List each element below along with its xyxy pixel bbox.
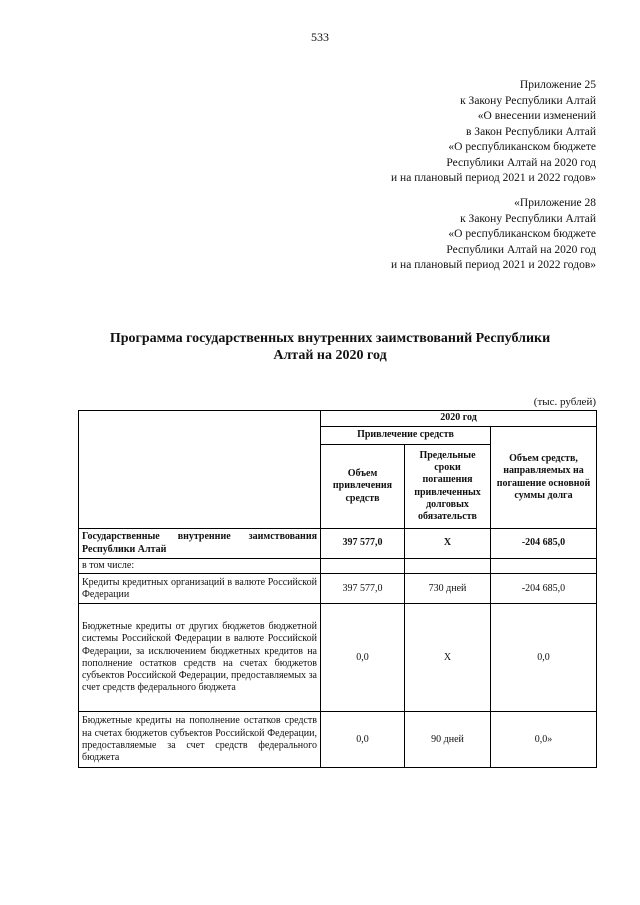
row-including-label: в том числе:	[79, 559, 321, 574]
header-empty-cell	[79, 411, 321, 529]
row-budget-credits-repay: 0,0	[491, 604, 597, 712]
row-bank-credits-volume: 397 577,0	[321, 574, 405, 604]
row-budget-credits-label: Бюджетные кредиты от других бюджетов бюджетной системы Российской Федерации в валюте Российской Федерации, за исключением бюджетных кредитов на пополнение остатков средств на счетах бюджетов субъектов Российской Федерации, предоставляемых за счет средств федерального бюджета	[79, 604, 321, 712]
row-total-repay: -204 685,0	[491, 529, 597, 559]
row-including-repay	[491, 559, 597, 574]
row-total-label: Государственные внутренние заимствования Республики Алтай	[79, 529, 321, 559]
units-note: (тыс. рублей)	[533, 396, 596, 408]
annex-new-line: «О республиканском бюджете	[448, 228, 596, 240]
year-header: 2020 год	[321, 411, 597, 427]
row-total-terms: X	[405, 529, 491, 559]
annex-current-line: в Закон Республики Алтай	[466, 125, 596, 138]
raising-header: Привлечение средств	[321, 427, 491, 445]
row-budget-credits-volume: 0,0	[321, 604, 405, 712]
annex-current-line: Республики Алтай на 2020 год	[446, 156, 596, 169]
annex-new-line: к Закону Республики Алтай	[460, 212, 596, 225]
borrowing-program-table	[78, 410, 597, 768]
row-total-volume: 397 577,0	[321, 529, 405, 559]
annex-current-line: «О внесении изменений	[477, 110, 596, 122]
page-number: 533	[311, 30, 329, 44]
row-replenishment-volume: 0,0	[321, 712, 405, 768]
row-budget-credits-terms: X	[405, 604, 491, 712]
row-bank-credits-repay: -204 685,0	[491, 574, 597, 604]
row-bank-credits-terms: 730 дней	[405, 574, 491, 604]
document-title	[60, 330, 600, 364]
annex-new-line: «Приложение 28	[514, 197, 596, 209]
volume-header: Объем привлечения средств	[321, 445, 405, 529]
annex-current-block	[391, 78, 596, 187]
terms-header: Предельные сроки погашения привлеченных долговых обязательств	[405, 445, 491, 529]
row-replenishment-terms: 90 дней	[405, 712, 491, 768]
annex-current-line: и на плановый период 2021 и 2022 годов»	[391, 172, 596, 184]
annex-new-line: и на плановый период 2021 и 2022 годов»	[391, 259, 596, 271]
annex-new-line: Республики Алтай на 2020 год	[446, 243, 596, 256]
repayment-header: Объем средств, направляемых на погашение основной суммы долга	[491, 427, 597, 529]
title-line-1: Программа государственных внутренних заимствований Республики	[109, 331, 551, 346]
row-including-volume	[321, 559, 405, 574]
row-bank-credits-label: Кредиты кредитных организаций в валюте Российской Федерации	[79, 574, 321, 604]
row-including-terms	[405, 559, 491, 574]
row-replenishment-label: Бюджетные кредиты на пополнение остатков средств на счетах бюджетов субъектов Российской Федерации, предоставляемые за счет средств федерального бюджета	[79, 712, 321, 768]
title-line-2: Алтай на 2020 год	[273, 348, 387, 363]
annex-new-block	[391, 196, 596, 274]
annex-current-line: к Закону Республики Алтай	[460, 94, 596, 107]
annex-current-line: «О республиканском бюджете	[448, 141, 596, 153]
annex-current-line: Приложение 25	[519, 79, 596, 91]
row-replenishment-repay: 0,0»	[491, 712, 597, 768]
